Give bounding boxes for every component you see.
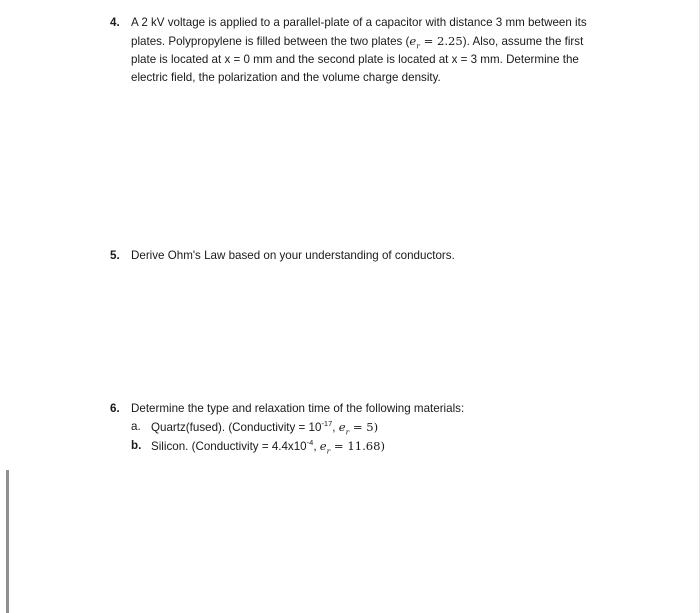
question-5: [110, 247, 610, 265]
permittivity-subscript: r: [326, 446, 331, 456]
question-6: [110, 400, 610, 456]
item-text: Quartz(fused). (Conductivity = 10: [151, 421, 322, 434]
question-4: [110, 14, 610, 87]
question-line: electric field, the polarization and the volume charge density.: [131, 71, 441, 84]
question-body: [131, 14, 610, 87]
material-list: [131, 418, 610, 456]
permittivity-symbol: e: [338, 420, 346, 434]
permittivity-value: = 2.25: [419, 34, 463, 48]
text-fragment: ). Also, assume the first: [462, 35, 584, 48]
question-line: A 2 kV voltage is applied to a parallel-plate of a capacitor with distance 3 mm between its: [131, 16, 587, 29]
scroll-indicator[interactable]: [6, 470, 9, 613]
permittivity-symbol: e: [319, 439, 327, 453]
item-letter: b.: [131, 439, 142, 452]
question-line: Derive Ohm's Law based on your understanding of conductors.: [131, 249, 455, 262]
item-text: Silicon. (Conductivity = 4.4x10: [151, 440, 307, 453]
question-number: 6.: [110, 402, 120, 415]
question-number: 5.: [110, 249, 120, 262]
question-body: [131, 247, 610, 265]
permittivity-subscript: r: [345, 427, 350, 437]
question-number: 4.: [110, 16, 120, 29]
permittivity-subscript: r: [416, 41, 420, 51]
text-fragment: plates. Polypropylene is filled between the two plates (: [131, 35, 410, 48]
material-item-quartz: [131, 418, 610, 437]
permittivity-value: = 11.68): [330, 439, 386, 453]
item-letter: a.: [131, 420, 141, 433]
permittivity-value: = 5): [349, 420, 379, 434]
question-line: plate is located at x = 0 mm and the second plate is located at x = 3 mm. Determine the: [131, 53, 579, 66]
conductivity-exponent: -4: [306, 438, 314, 448]
separator: ,: [313, 440, 320, 453]
conductivity-exponent: -17: [321, 419, 333, 429]
separator: ,: [332, 421, 339, 434]
question-body: [131, 400, 610, 418]
permittivity-symbol: e: [409, 34, 417, 48]
material-item-silicon: [131, 437, 610, 456]
question-line: Determine the type and relaxation time of the following materials:: [131, 402, 465, 415]
question-line: [131, 32, 610, 51]
